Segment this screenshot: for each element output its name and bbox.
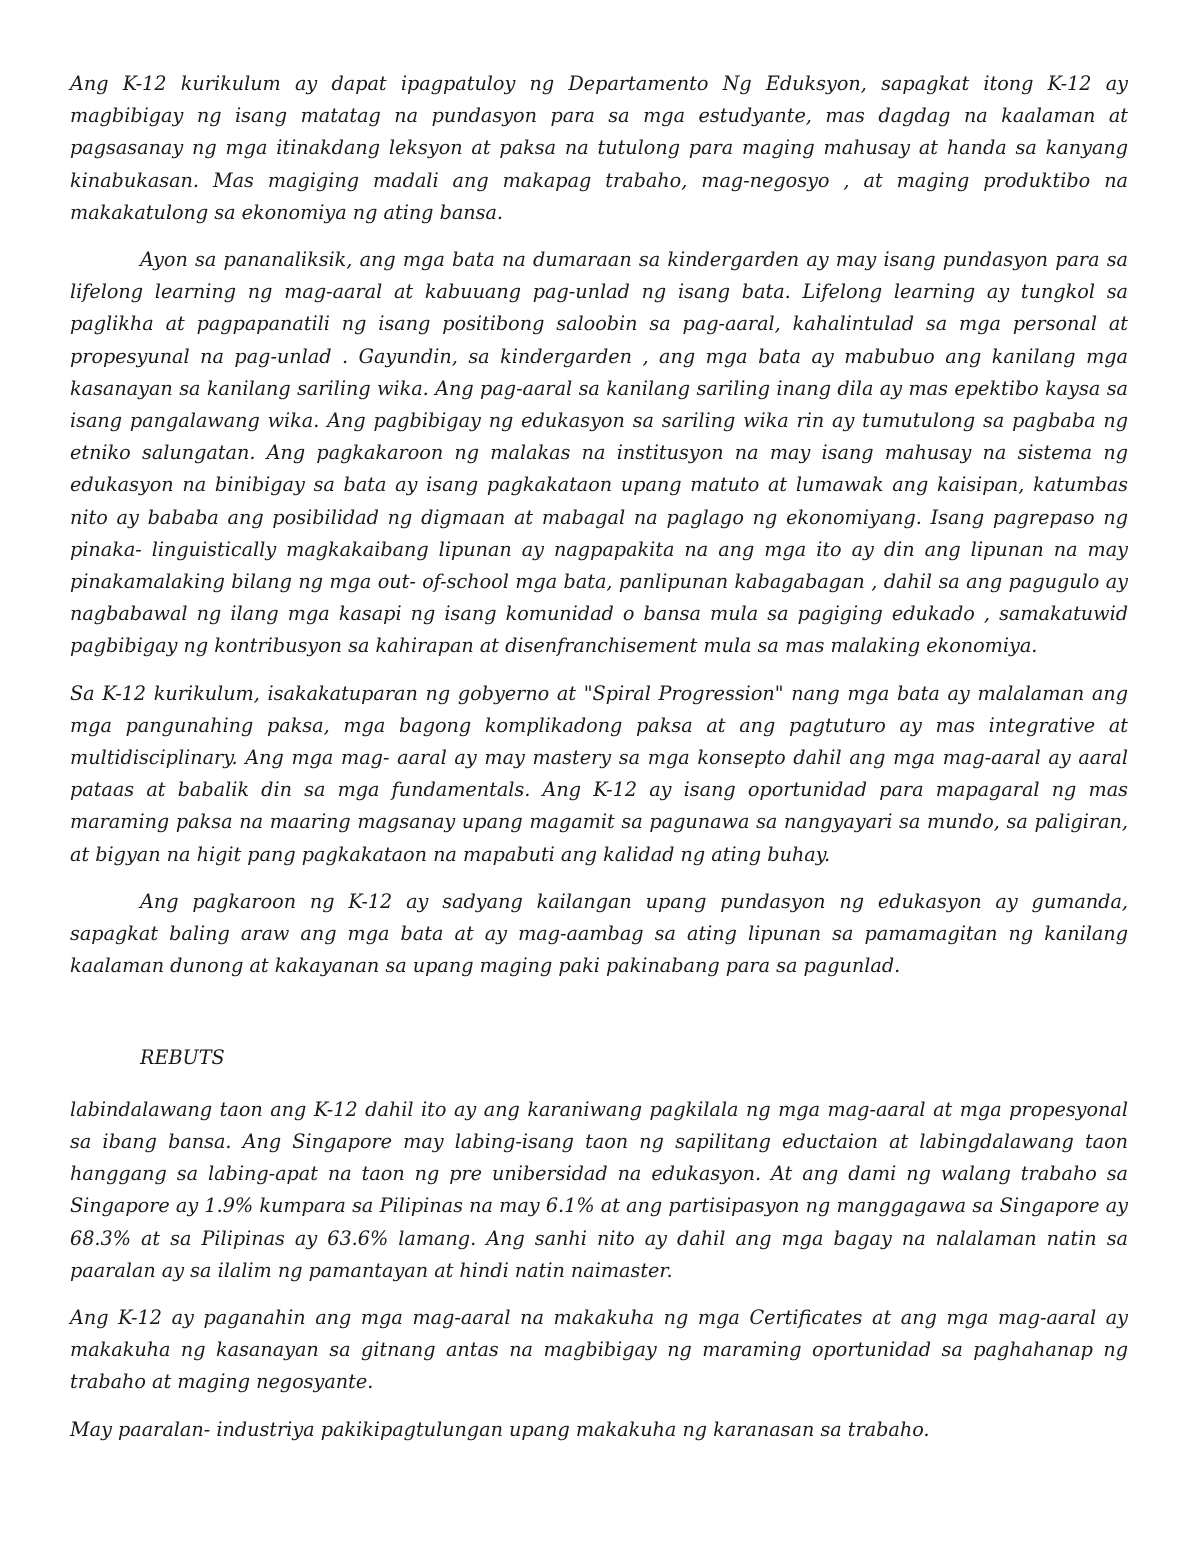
paragraph-research: Ayon sa pananaliksik, ang mga bata na dumaraan sa kindergarden ay may isang pundasyon para sa lifelong learning ng mag-aaral at kabuuang pag-unlad ng isang bata. Lifelong learning ay tungkol sa paglikha at pagpapanatili ng isang positibong saloobin sa pag-aaral, kahalintulad sa mga personal at propesyunal na pag-unlad . Gayundin, sa kindergarden , ang mga bata ay mabubuo ang kanilang mga kasanayan sa kanilang sariling wika. Ang pag-aaral sa kanilang sariling inang dila ay mas epektibo kaysa sa isang pangalawang wika. Ang pagbibigay ng edukasyon sa sariling wika rin ay tumutulong sa pagbaba ng etniko salungatan. Ang pagkakaroon ng malakas na institusyon na may isang mahusay na sistema ng edukasyon na binibigay sa bata ay isang pagkakataon upang matuto at lumawak ang kaisipan, katumbas nito ay bababa ang posibilidad ng digmaan at mabagal na paglago ng ekonomiyang. Isang pagrepaso ng pinaka- linguistically magkakaibang lipunan ay nagpapakita na ang mga ito ay din ang lipunan na may pinakamalaking bilang ng mga out- of-school mga bata, panlipunan kabagabagan , dahil sa ang pagugulo ay nagbabawal ng ilang mga kasapi ng isang komunidad o bansa mula sa pagiging edukado , samakatuwid pagbibigay ng kontribusyon sa kahirapan at disenfranchisement mula sa mas malaking ekonomiya.	[70, 248, 1128, 658]
paragraph-rebuttal-industry: May paaralan- industriya pakikipagtulungan upang makakuha ng karanasan sa trabaho.	[70, 1417, 930, 1441]
paragraph-rebuttal-singapore: labindalawang taon ang K-12 dahil ito ay ang karaniwang pagkilala ng mga mag-aaral at mga propesyonal sa ibang bansa. Ang Singapore may labing-isang taon ng sapilitang eductaion at labingdalawang taon hanggang sa labing-apat na taon ng pre unibersidad na edukasyon. At ang dami ng walang trabaho sa Singapore ay 1.9% kumpara sa Pilipinas na may 6.1% at ang partisipasyon ng manggagawa sa Singapore ay 68.3% at sa Pilipinas ay 63.6% lamang. Ang sanhi nito ay dahil ang mga bagay na nalalaman natin sa paaralan ay sa ilalim ng pamantayan at hindi natin naimaster.	[70, 1097, 1128, 1282]
paragraph-spiral-progression: Sa K-12 kurikulum, isakakatuparan ng gobyerno at "Spiral Progression" nang mga bata ay malalaman ang mga pangunahing paksa, mga bagong komplikadong paksa at ang pagtuturo ay mas integrative at multidisciplinary. Ang mga mag- aaral ay may mastery sa mga konsepto dahil ang mga mag-aaral ay aaral pataas at babalik din sa mga fundamentals. Ang K-12 ay isang oportunidad para mapagaral ng mas maraming paksa na maaring magsanay upang magamit sa pagunawa sa nangyayari sa mundo, sa paligiran, at bigyan na higit pang pagkakataon na mapabuti ang kalidad ng ating buhay.	[70, 681, 1128, 866]
paragraph-conclusion: Ang pagkaroon ng K-12 ay sadyang kailangan upang pundasyon ng edukasyon ay gumanda, sapagkat baling araw ang mga bata at ay mag-aambag sa ating lipunan sa pamamagitan ng kanilang kaalaman dunong at kakayanan sa upang maging paki pakinabang para sa pagunlad.	[70, 889, 1128, 978]
paragraph-rebuttal-certificates: Ang K-12 ay paganahin ang mga mag-aaral na makakuha ng mga Certificates at ang mga mag-aaral ay makakuha ng kasanayan sa gitnang antas na magbibigay ng maraming oportunidad sa paghahanap ng trabaho at maging negosyante.	[70, 1305, 1128, 1394]
rebuttal-heading: REBUTS	[140, 1046, 225, 1070]
document-page	[70, 68, 1128, 1461]
paragraph-intro: Ang K-12 kurikulum ay dapat ipagpatuloy ng Departamento Ng Eduksyon, sapagkat itong K-12 ay magbibigay ng isang matatag na pundasyon para sa mga estudyante, mas dagdag na kaalaman at pagsasanay ng mga itinakdang leksyon at paksa na tutulong para maging mahusay at handa sa kanyang kinabukasan. Mas magiging madali ang makapag trabaho, mag-negosyo , at maging produktibo na makakatulong sa ekonomiya ng ating bansa.	[70, 72, 1128, 224]
